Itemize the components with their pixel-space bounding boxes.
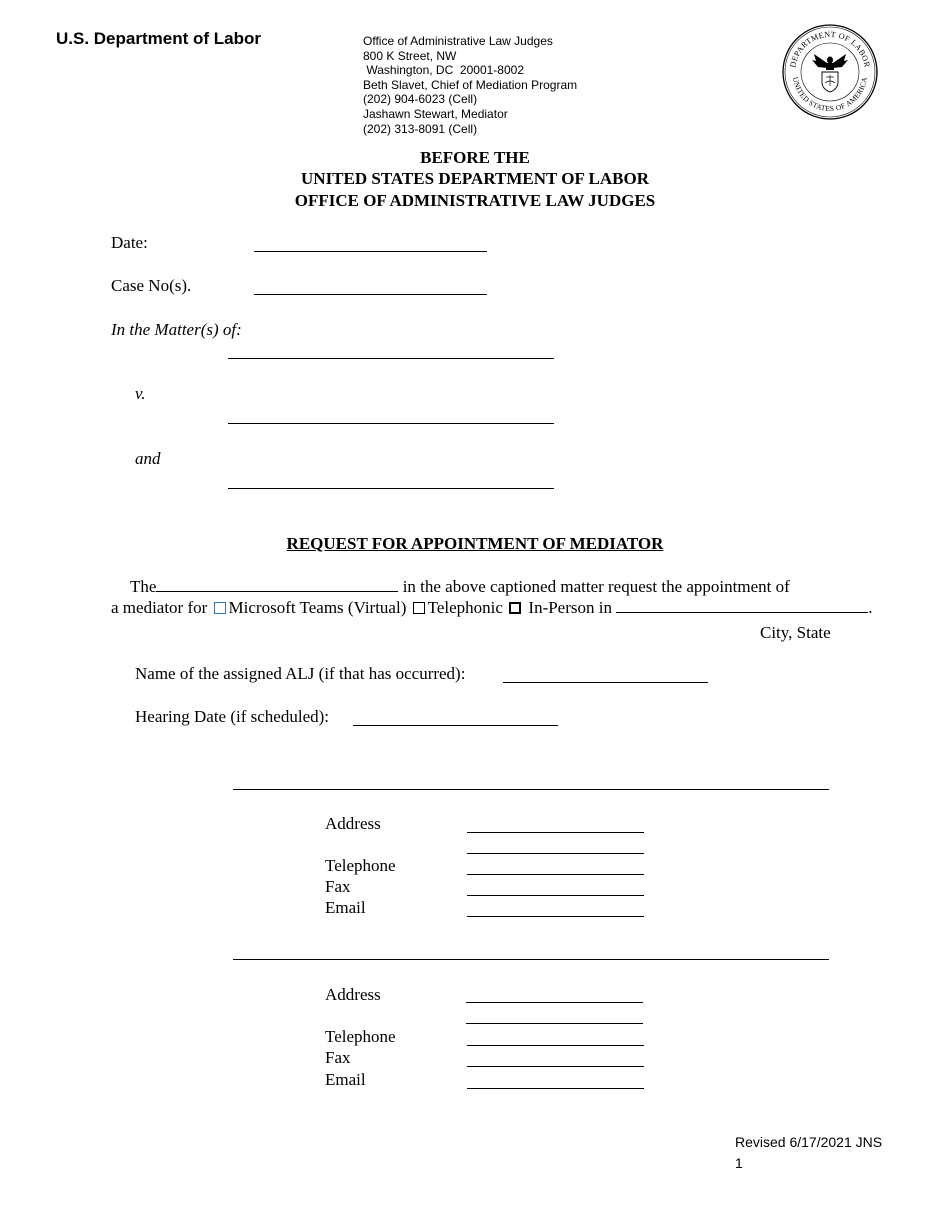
- contact-mediator-phone: (202) 313-8091 (Cell): [363, 121, 478, 136]
- request-heading-text: REQUEST FOR APPOINTMENT OF MEDIATOR: [286, 534, 664, 553]
- contact-city: Washington, DC 20001-8002: [363, 63, 524, 78]
- telephone-label-1: Telephone: [325, 856, 396, 875]
- party-2-field[interactable]: [228, 423, 554, 424]
- address-2-line-2-field[interactable]: [466, 1023, 643, 1024]
- fax-label-2: Fax: [325, 1048, 351, 1067]
- contact-chief-phone: (202) 904-6023 (Cell): [363, 92, 478, 107]
- in-person-checkbox[interactable]: [509, 602, 521, 614]
- date-label: Date:: [111, 233, 148, 252]
- fax-2-field[interactable]: [467, 1066, 644, 1067]
- line-2-period: .: [868, 598, 873, 617]
- page-number: 1: [735, 1155, 743, 1171]
- address-label-1: Address: [325, 814, 381, 833]
- revision-note: Revised 6/17/2021 JNS: [735, 1134, 883, 1150]
- alj-field[interactable]: [503, 682, 708, 683]
- fax-label-1: Fax: [325, 877, 351, 896]
- teams-checkbox[interactable]: [214, 602, 226, 614]
- agency-name: U.S. Department of Labor: [56, 29, 261, 48]
- contact-info: [363, 34, 577, 136]
- representative-1-name-field[interactable]: [233, 789, 829, 790]
- request-mediator-for: a mediator for: [111, 598, 208, 617]
- email-2-field[interactable]: [467, 1088, 644, 1089]
- request-line-2: [111, 598, 872, 618]
- contact-mediator: Jashawn Stewart, Mediator: [363, 106, 508, 121]
- title-before: BEFORE THE: [420, 148, 530, 167]
- city-state-label: City, State: [760, 623, 831, 642]
- party-1-field[interactable]: [228, 358, 554, 359]
- party-3-field[interactable]: [228, 488, 554, 489]
- hearing-date-label: Hearing Date (if scheduled):: [135, 707, 329, 726]
- telephone-1-field[interactable]: [467, 874, 644, 875]
- and-label: and: [135, 449, 161, 468]
- telephone-label-2: Telephone: [325, 1027, 396, 1046]
- contact-office: Office of Administrative Law Judges: [363, 34, 553, 48]
- request-line-1-text: in the above captioned matter request the appointment of: [398, 577, 790, 596]
- hearing-date-field[interactable]: [353, 725, 558, 726]
- email-label-2: Email: [325, 1070, 366, 1089]
- title-office: OFFICE OF ADMINISTRATIVE LAW JUDGES: [294, 191, 656, 210]
- email-1-field[interactable]: [467, 916, 644, 917]
- versus-label: v.: [135, 384, 146, 403]
- fax-1-field[interactable]: [467, 895, 644, 896]
- shield-icon: [822, 72, 838, 92]
- svg-text:UNITED STATES OF AMERICA: UNITED STATES OF AMERICA: [791, 76, 869, 114]
- telephonic-checkbox[interactable]: [413, 602, 425, 614]
- alj-label: Name of the assigned ALJ (if that has occurred):: [135, 664, 466, 683]
- address-label-2: Address: [325, 985, 381, 1004]
- matter-label: In the Matter(s) of:: [111, 320, 242, 339]
- in-person-label: In-Person in: [528, 598, 612, 617]
- request-heading: [0, 534, 950, 554]
- request-line-1: [130, 577, 790, 597]
- address-1-line-1-field[interactable]: [467, 832, 644, 833]
- case-number-field[interactable]: [254, 294, 487, 295]
- title-department: UNITED STATES DEPARTMENT OF LABOR: [301, 169, 649, 188]
- requesting-party-field[interactable]: [156, 577, 398, 592]
- svg-text:DEPARTMENT OF LABOR: DEPARTMENT OF LABOR: [788, 29, 872, 69]
- address-1-line-2-field[interactable]: [467, 853, 644, 854]
- city-state-field[interactable]: [616, 598, 868, 613]
- teams-label: Microsoft Teams (Virtual): [228, 598, 407, 617]
- request-the: The: [130, 577, 157, 596]
- contact-street: 800 K Street, NW: [363, 48, 457, 63]
- telephone-2-field[interactable]: [467, 1045, 644, 1046]
- case-number-label: Case No(s).: [111, 276, 192, 295]
- date-field[interactable]: [254, 251, 487, 252]
- representative-2-name-field[interactable]: [233, 959, 829, 960]
- eagle-icon: [812, 54, 848, 70]
- address-2-line-1-field[interactable]: [466, 1002, 643, 1003]
- email-label-1: Email: [325, 898, 366, 917]
- telephonic-label: Telephonic: [427, 598, 503, 617]
- department-seal: [780, 22, 880, 122]
- contact-chief: Beth Slavet, Chief of Mediation Program: [363, 77, 578, 92]
